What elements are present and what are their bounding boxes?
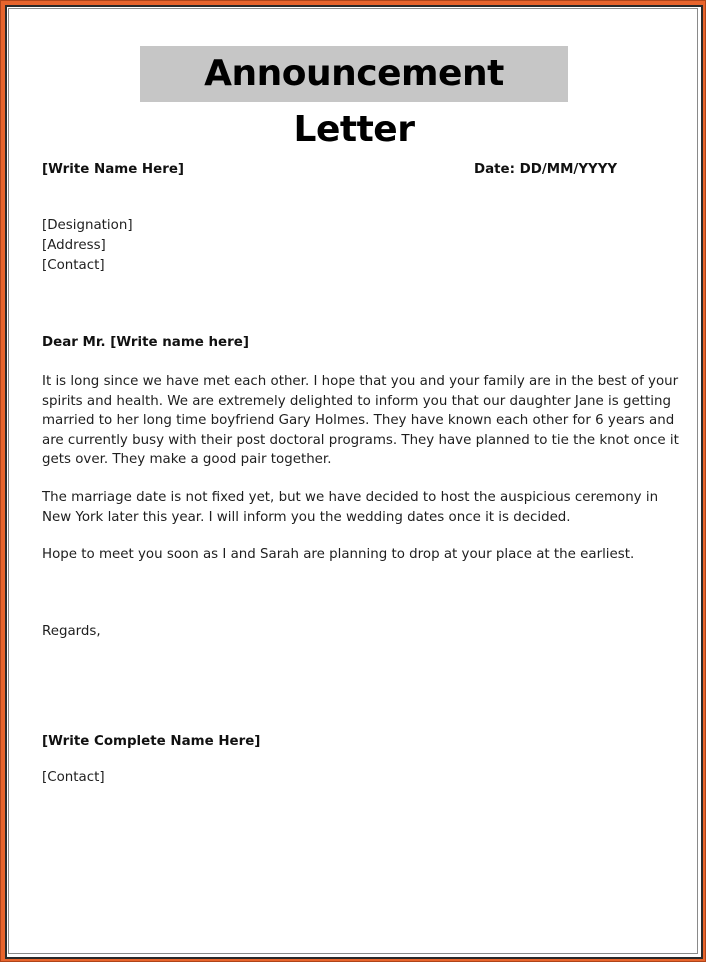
closing: Regards, [42,624,101,639]
paragraph-line: married to her long time boyfriend Gary Holmes. They have known each other for 6 years and [42,413,675,428]
sender-designation: [Designation] [42,218,133,233]
paragraph-line: spirits and health. We are extremely delighted to inform you that our daughter Jane is getting [42,393,671,409]
paragraph-line: New York later this year. I will inform you the wedding dates once it is decided. [42,509,571,525]
sender-name: [Write Name Here] [42,162,185,177]
paragraph-line: It is long since we have met each other. I hope that you and your family are in the best of your [42,374,679,389]
body-paragraph-2 [42,488,662,527]
paragraph-line: Hope to meet you soon as I and Sarah are planning to drop at your place at the earliest. [42,547,635,562]
signature-contact: [Contact] [42,770,105,785]
body-paragraph-3 [42,545,662,565]
sender-contact: [Contact] [42,258,105,273]
signature-name: [Write Complete Name Here] [42,734,261,749]
paragraph-line: gets over. They make a good pair together. [42,452,332,467]
letter-title: Announcement Letter [140,46,568,102]
paragraph-line: are currently busy with their post doctoral programs. They have planned to tie the knot once it [42,432,679,448]
salutation: Dear Mr. [Write name here] [42,335,249,350]
sender-address: [Address] [42,238,106,253]
letter-date: Date: DD/MM/YYYY [474,162,618,177]
body-paragraph-1 [42,372,679,470]
paragraph-line: The marriage date is not fixed yet, but we have decided to host the auspicious ceremony in [42,490,659,505]
